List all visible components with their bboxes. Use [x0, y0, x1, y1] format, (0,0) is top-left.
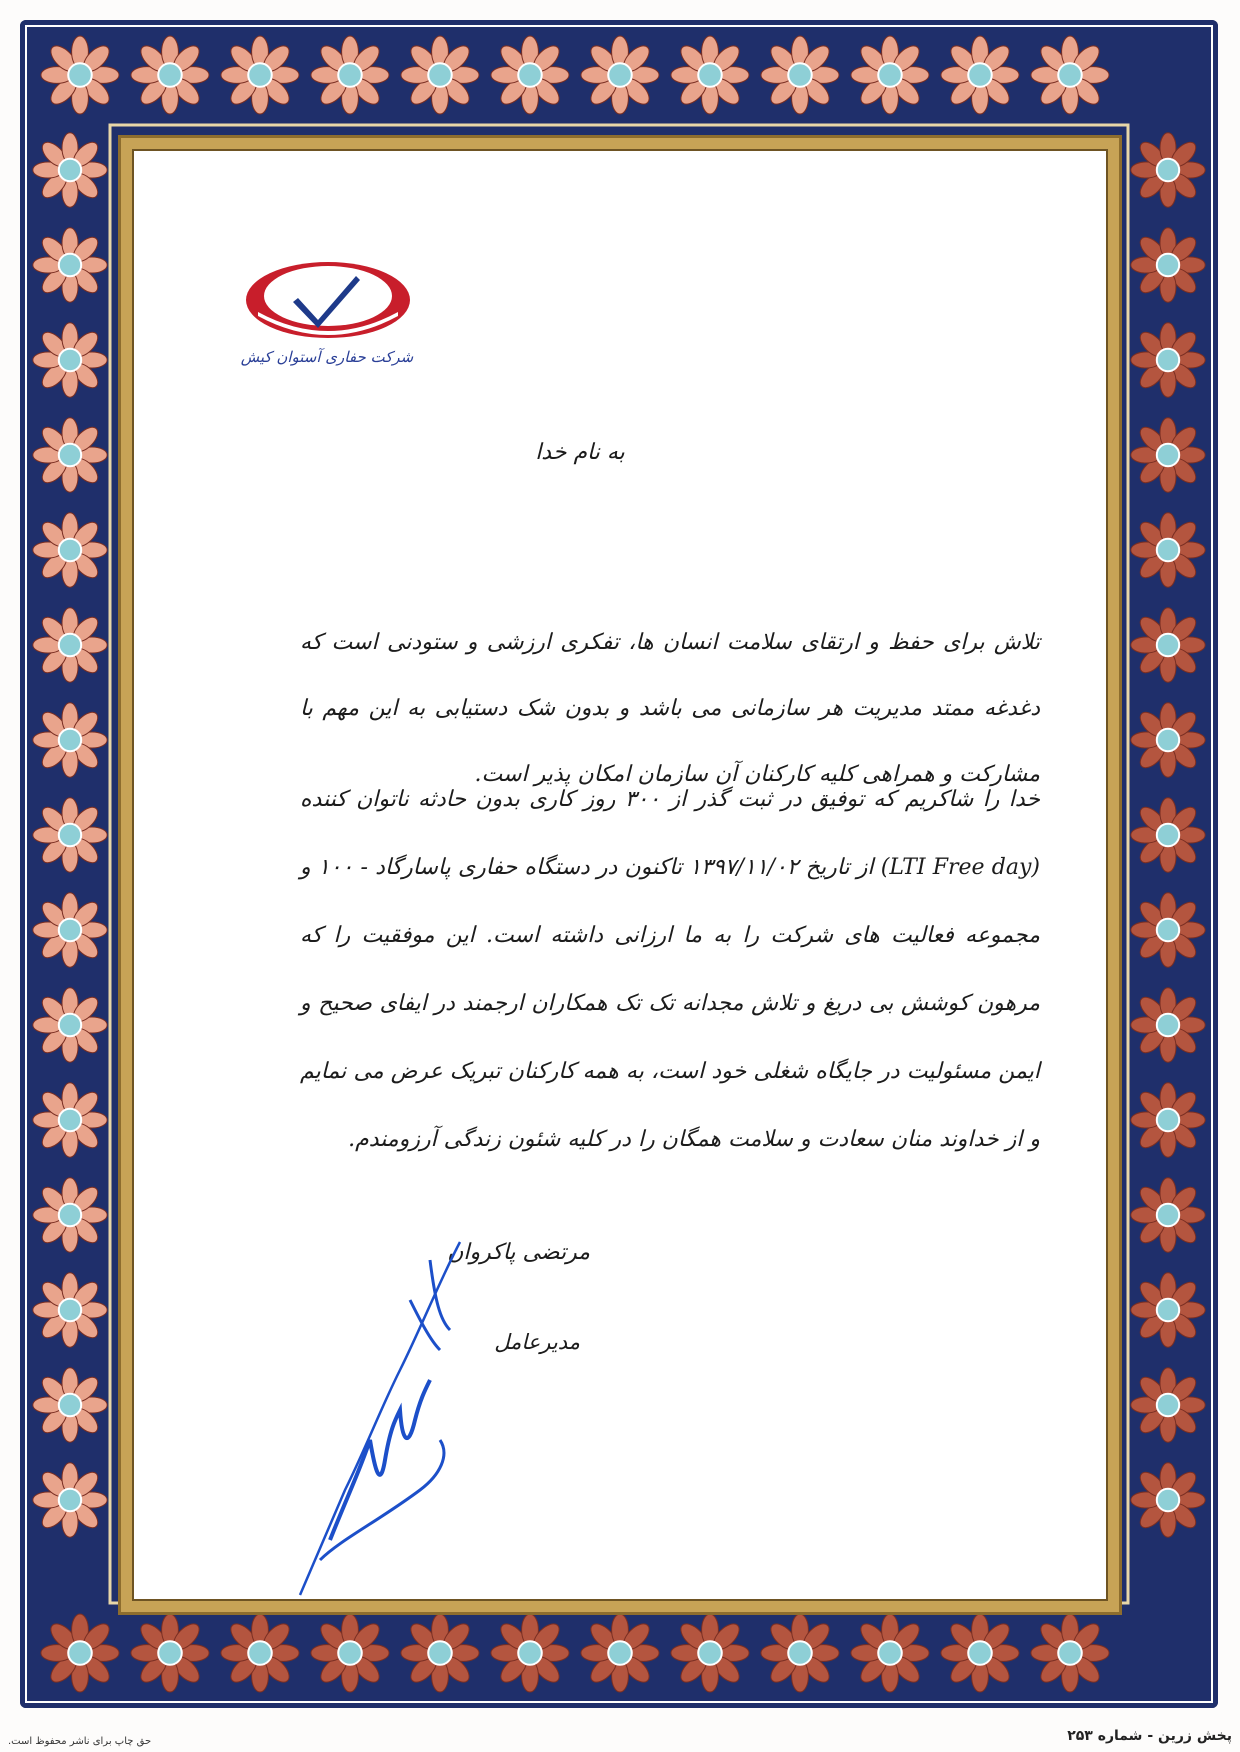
flower-motif	[941, 1614, 1019, 1692]
paragraph-congratulation: خدا را شاکریم که توفیق در ثبت گذر از ۳۰۰ روز کاری بدون حادثه ناتوان کننده (LTI Free day) از تاریخ ۱۳۹۷/۱۱/۰۲ تاکنون در دستگاه حفاری پاسارگاد - ۱۰۰ و مجموعه فعالیت های شرکت را به ما ارزانی داشته است. این موفقیت را که مرهون کوشش بی دریغ و تلاش مجدانه تک تک همکاران ارجمند در ایفای صحیح و ایمن مسئولیت در جایگاه شغلی خود است، به همه کارکنان تبریک عرض می نمایم و از خداوند منان سعادت و سلامت همگان را در کلیه شئون زندگی آرزومندم.	[300, 787, 1041, 1152]
paragraph-intro: تلاش برای حفظ و ارتقای سلامت انسان ها، تفکری ارزشی و ستودنی است که دغدغه ممتد مدیریت هر سازمانی می باشد و بدون شک دستیابی به این مهم با مشارکت و همراهی کلیه کارکنان آن سازمان امکان پذیر است.	[300, 630, 1040, 787]
copyright-note: حق چاپ برای ناشر محفوظ است.	[8, 1736, 152, 1747]
flower-motif	[1031, 36, 1109, 114]
signer-name: مرتضی پاکروان	[447, 1240, 590, 1265]
flower-motif	[33, 798, 107, 872]
flower-motif	[1131, 1273, 1205, 1347]
flower-motif	[401, 1614, 479, 1692]
flower-motif	[1131, 323, 1205, 397]
flower-motif	[33, 703, 107, 777]
flower-motif	[33, 1083, 107, 1157]
company-name: شرکت حفاری آستوان کیش	[240, 348, 414, 366]
flower-motif	[1131, 893, 1205, 967]
flower-motif	[1131, 1083, 1205, 1157]
flower-motif	[671, 1614, 749, 1692]
flower-motif	[1131, 133, 1205, 207]
flower-motif	[33, 1463, 107, 1537]
flower-motif	[33, 1178, 107, 1252]
flower-motif	[221, 36, 299, 114]
flower-motif	[851, 36, 929, 114]
company-logo	[238, 250, 418, 390]
handwritten-signature	[290, 1240, 490, 1600]
flower-motif	[1131, 988, 1205, 1062]
greeting: به نام خدا	[535, 440, 625, 465]
flower-motif	[1131, 1368, 1205, 1442]
signer-title: مدیرعامل	[494, 1330, 580, 1354]
flower-motif	[1131, 228, 1205, 302]
flower-motif	[581, 1614, 659, 1692]
flower-motif	[33, 893, 107, 967]
flower-motif	[761, 36, 839, 114]
flower-motif	[941, 36, 1019, 114]
flower-motif	[33, 228, 107, 302]
flower-motif	[33, 418, 107, 492]
flower-motif	[1131, 798, 1205, 872]
flower-motif	[33, 988, 107, 1062]
publisher-label: پخش زرین - شماره ۲۵۳	[1067, 1728, 1232, 1744]
flower-motif	[33, 513, 107, 587]
flower-motif	[221, 1614, 299, 1692]
flower-motif	[41, 1614, 119, 1692]
flower-motif	[33, 133, 107, 207]
flower-motif	[33, 323, 107, 397]
flower-motif	[491, 36, 569, 114]
flower-motif	[491, 1614, 569, 1692]
flower-motif	[311, 1614, 389, 1692]
flower-motif	[1131, 418, 1205, 492]
flower-motif	[671, 36, 749, 114]
flower-motif	[1131, 1178, 1205, 1252]
flower-motif	[581, 36, 659, 114]
flower-motif	[761, 1614, 839, 1692]
flower-motif	[1131, 1463, 1205, 1537]
flower-motif	[1131, 513, 1205, 587]
flower-motif	[131, 36, 209, 114]
flower-motif	[41, 36, 119, 114]
flower-motif	[33, 1368, 107, 1442]
flower-motif	[1031, 1614, 1109, 1692]
flower-motif	[33, 608, 107, 682]
flower-motif	[33, 1273, 107, 1347]
flower-motif	[401, 36, 479, 114]
flower-motif	[851, 1614, 929, 1692]
flower-motif	[131, 1614, 209, 1692]
flower-motif	[311, 36, 389, 114]
flower-motif	[1131, 703, 1205, 777]
flower-motif	[1131, 608, 1205, 682]
